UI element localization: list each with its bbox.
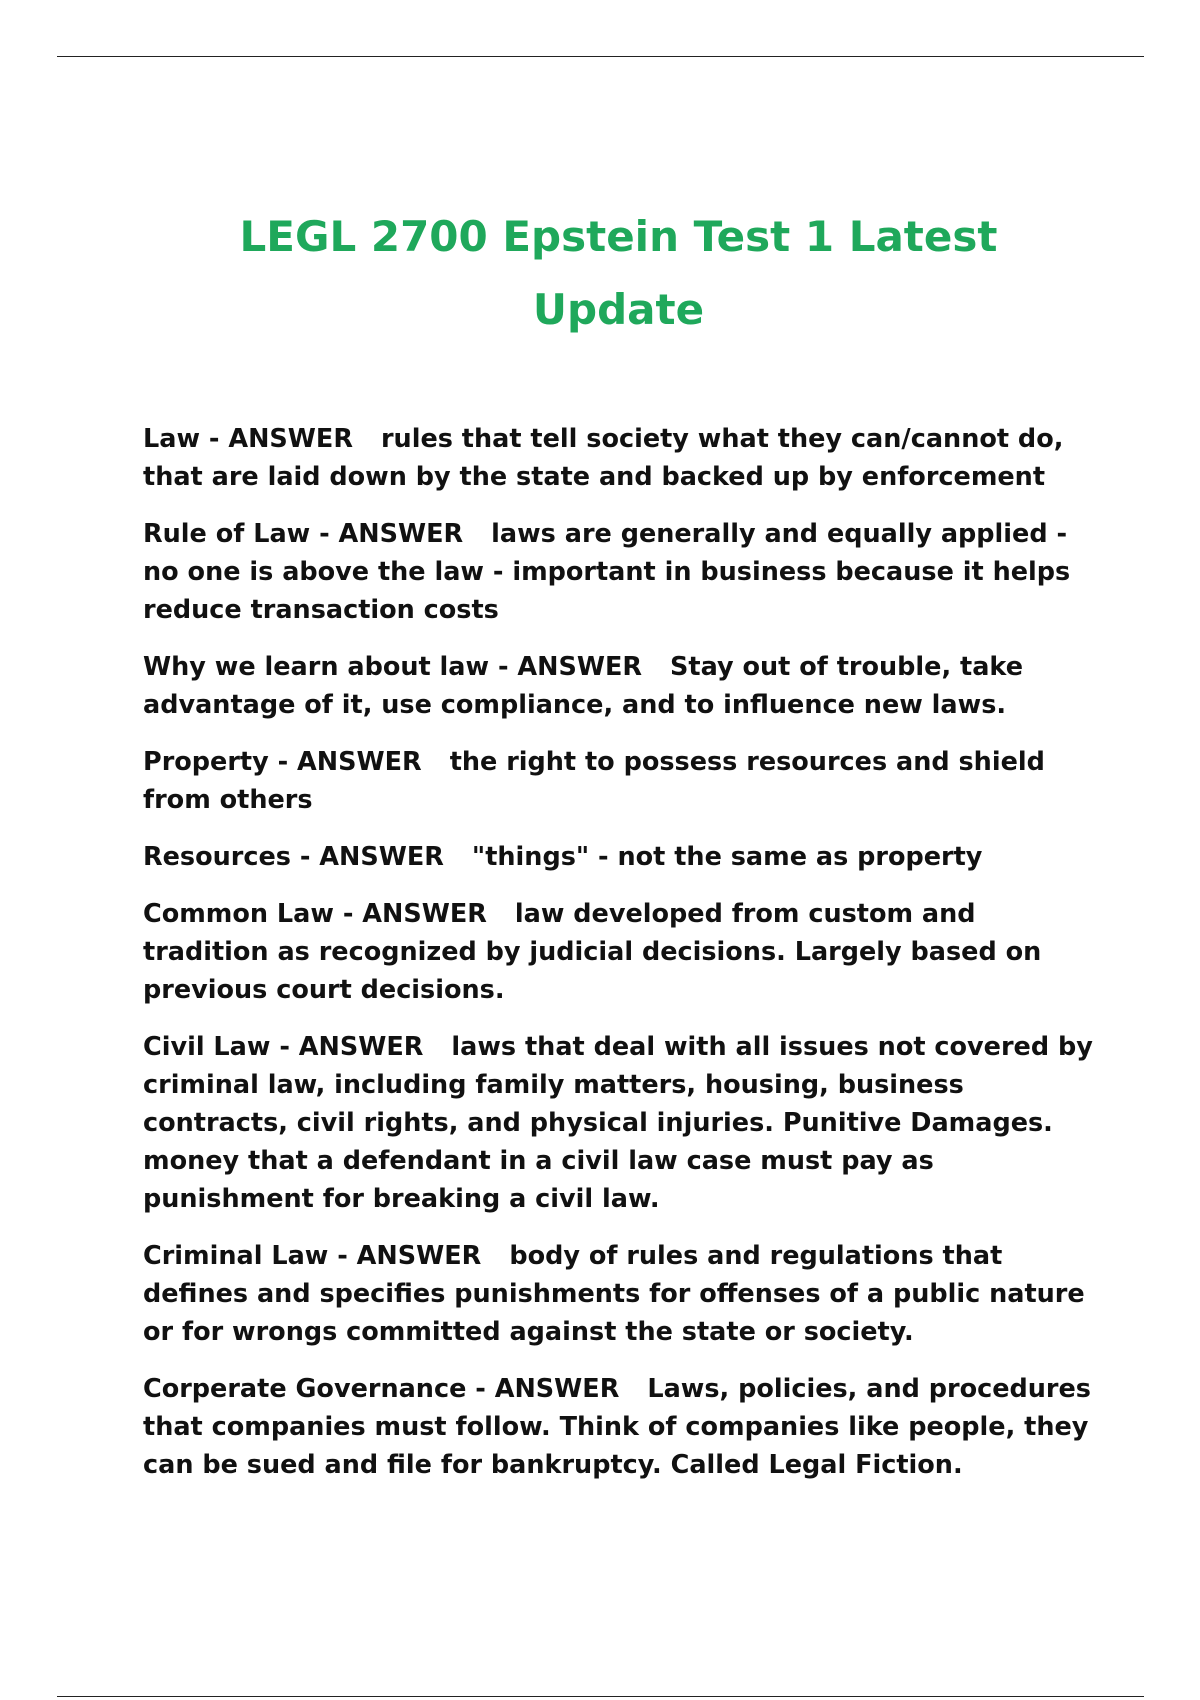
qa-entry	[143, 1237, 1098, 1351]
entry-term: Why we learn about law - ANSWER	[143, 652, 643, 682]
entry-term: Civil Law - ANSWER	[143, 1032, 424, 1062]
entry-term: Rule of Law - ANSWER	[143, 519, 464, 549]
qa-entry	[143, 838, 1098, 876]
entry-definition: laws are generally and equally applied - no one is above the law - important in business because it helps reduce transaction costs	[143, 519, 1071, 625]
entry-definition: rules that tell society what they can/cannot do, that are laid down by the state and backed up by enforcement	[143, 424, 1064, 492]
qa-list	[143, 420, 1098, 1503]
qa-entry	[143, 648, 1098, 724]
entry-term: Law - ANSWER	[143, 424, 353, 454]
qa-entry	[143, 895, 1098, 1009]
entry-term: Corperate Governance - ANSWER	[143, 1374, 620, 1404]
entry-definition: Laws, policies, and procedures that companies must follow. Think of companies like people, they can be sued and file for bankruptcy. Called Legal Fiction.	[143, 1374, 1091, 1480]
entry-definition: "things" - not the same as property	[471, 842, 983, 872]
entry-definition: Stay out of trouble, take advantage of it, use compliance, and to influence new laws.	[143, 652, 1023, 720]
qa-entry	[143, 1028, 1098, 1218]
entry-definition: laws that deal with all issues not covered by criminal law, including family matters, housing, business contracts, civil rights, and physical injuries. Punitive Damages. money that a defendant in a civil law case must pay as punishment for breaking a civil law.	[143, 1032, 1093, 1214]
entry-term: Property - ANSWER	[143, 747, 422, 777]
entry-term: Common Law - ANSWER	[143, 899, 487, 929]
bottom-rule	[57, 1696, 1144, 1697]
top-rule	[57, 56, 1144, 57]
qa-entry	[143, 515, 1098, 629]
entry-definition: law developed from custom and tradition as recognized by judicial decisions. Largely based on previous court decisions.	[143, 899, 1042, 1005]
entry-term: Resources - ANSWER	[143, 842, 444, 872]
entry-definition: body of rules and regulations that defines and specifies punishments for offenses of a public nature or for wrongs committed against the state or society.	[143, 1241, 1085, 1347]
qa-entry	[143, 420, 1098, 496]
qa-entry	[143, 1370, 1098, 1484]
qa-entry	[143, 743, 1098, 819]
document-title: LEGL 2700 Epstein Test 1 Latest Update	[239, 212, 998, 334]
entry-definition: the right to possess resources and shield from others	[143, 747, 1045, 815]
entry-term: Criminal Law - ANSWER	[143, 1241, 482, 1271]
